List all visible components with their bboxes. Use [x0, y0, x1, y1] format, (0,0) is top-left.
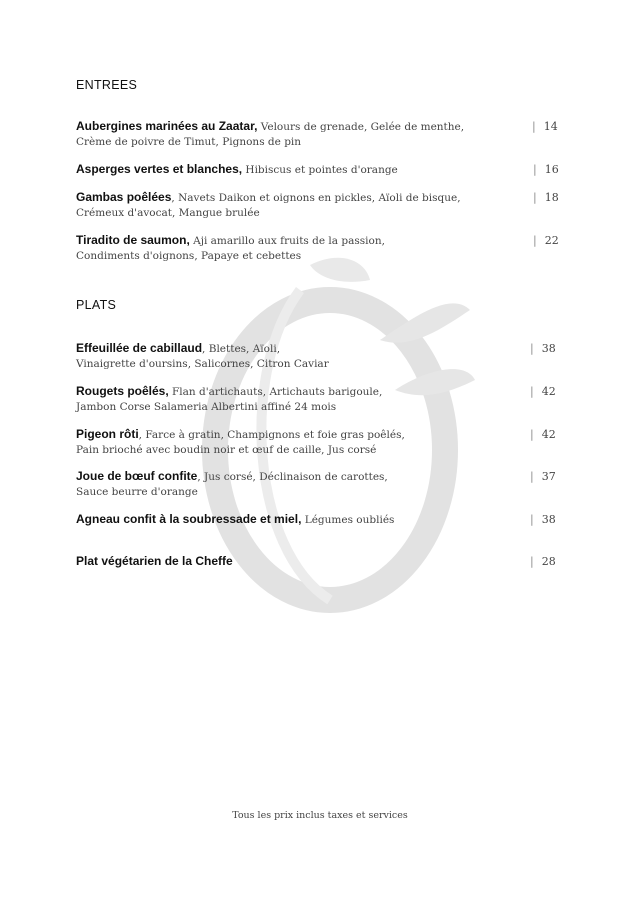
dish-description-line2: Pain brioché avec boudin noir et œuf de caille, Jus corsé: [76, 444, 377, 456]
price: | 18: [533, 191, 559, 204]
menu-item: [76, 190, 496, 221]
dish-description: , Jus corsé, Déclinaison de carottes,: [197, 471, 388, 483]
price: | 37: [530, 470, 556, 483]
dish-name: Plat végétarien de la Cheffe: [76, 554, 233, 568]
dish-name: Pigeon rôti: [76, 427, 139, 441]
dish-description: Hibiscus et pointes d'orange: [242, 164, 398, 176]
price: | 42: [530, 428, 556, 441]
section-title-plats: PLATS: [76, 298, 117, 312]
dish-description-line2: Jambon Corse Salameria Albertini affiné 24 mois: [76, 401, 337, 413]
dish-description: Légumes oubliés: [301, 514, 395, 526]
dish-name: Tiradito de saumon,: [76, 233, 190, 247]
dish-description: Flan d'artichauts, Artichauts barigoule,: [168, 386, 383, 398]
dish-description: Velours de grenade, Gelée de menthe,: [257, 121, 465, 133]
dish-description-line2: Vinaigrette d'oursins, Salicornes, Citron Caviar: [76, 358, 329, 370]
price: | 14: [532, 120, 558, 133]
menu-item: [76, 119, 496, 150]
price: | 22: [533, 234, 559, 247]
menu-item: [76, 554, 496, 570]
price: | 38: [530, 342, 556, 355]
menu-item: [76, 341, 496, 372]
menu-item: [76, 233, 496, 264]
dish-name: Gambas poêlées: [76, 190, 172, 204]
dish-description: , Blettes, Aïoli,: [202, 343, 281, 355]
price: | 16: [533, 163, 559, 176]
price: | 42: [530, 385, 556, 398]
dish-description-line2: Crémeux d'avocat, Mangue brulée: [76, 207, 260, 219]
dish-description: , Navets Daikon et oignons en pickles, Aïoli de bisque,: [171, 192, 461, 204]
menu-item: [76, 162, 496, 178]
menu-item: [76, 384, 496, 415]
price: | 38: [530, 513, 556, 526]
dish-name: Rougets poêlés,: [76, 384, 169, 398]
menu-item: [76, 427, 496, 458]
dish-name: Aubergines marinées au Zaatar,: [76, 119, 258, 133]
menu-item: [76, 512, 496, 528]
section-title-entrees: ENTREES: [76, 78, 138, 92]
dish-name: Joue de bœuf confite: [76, 469, 198, 483]
dish-description-line2: Crème de poivre de Timut, Pignons de pin: [76, 136, 302, 148]
dish-description-line2: Condiments d'oignons, Papaye et cebettes: [76, 250, 302, 262]
dish-name: Agneau confit à la soubressade et miel,: [76, 512, 302, 526]
dish-description: , Farce à gratin, Champignons et foie gras poêlés,: [138, 429, 405, 441]
dish-name: Asperges vertes et blanches,: [76, 162, 243, 176]
price: | 28: [530, 555, 556, 568]
footer-note: Tous les prix inclus taxes et services: [232, 810, 408, 821]
dish-description-line2: Sauce beurre d'orange: [76, 486, 198, 498]
dish-name: Effeuillée de cabillaud: [76, 341, 203, 355]
menu-item: [76, 469, 496, 500]
dish-description: Aji amarillo aux fruits de la passion,: [189, 235, 385, 247]
